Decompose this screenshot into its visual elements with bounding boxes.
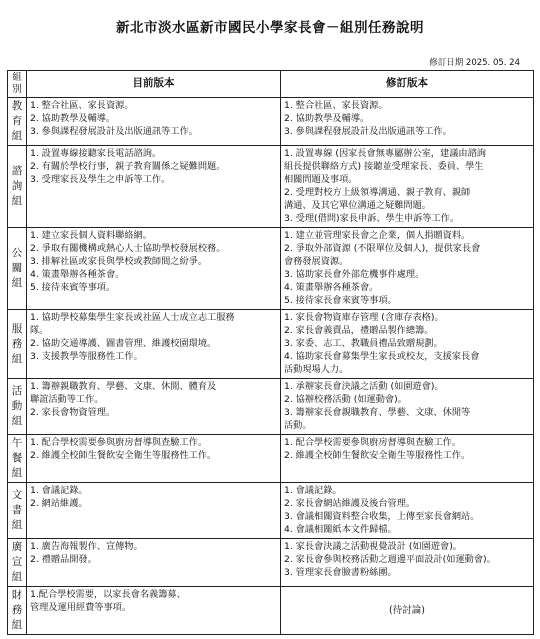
- group-name-char: 組: [11, 415, 23, 427]
- group-name-char: 組: [11, 619, 23, 631]
- group-name-char: 組: [11, 277, 23, 289]
- table-row: [8, 146, 534, 228]
- group-name-char: 宣: [11, 556, 23, 568]
- group-name-char: 組: [11, 352, 23, 365]
- task-line: 2. 受理對校方上級領導溝通、親子教育、親師: [284, 187, 471, 198]
- original-tasks-cell: [27, 146, 281, 228]
- original-version-header: 目前版本: [27, 71, 281, 98]
- table-header-row: [8, 71, 534, 98]
- group-header-char: 組: [12, 72, 22, 83]
- group-name-char: 午: [11, 437, 23, 449]
- task-line: 2. 有關於學校行事，親子教育關係之疑難問題。: [30, 161, 226, 172]
- task-line: 1. 承辦家長會決議之活動 (如園遊會)。: [284, 381, 444, 392]
- task-line: 1. 設置專線 (因家長會無專屬辦公室，建議由諮詢: [284, 148, 486, 159]
- table-row: [8, 539, 534, 587]
- original-tasks-cell: [27, 587, 281, 635]
- original-tasks-cell: [27, 379, 281, 435]
- task-line: 2. 協助交通導護、圖書管理、維護校園環境。: [30, 338, 217, 349]
- group-name-cell: [8, 483, 27, 539]
- revised-tasks-cell: [281, 310, 534, 379]
- table-row: [8, 435, 534, 483]
- task-line: 1. 廣告海報製作、宣傳物。: [30, 541, 143, 552]
- task-line: 組長提供聯絡方式) 接聽並受理家長、委員、學生: [284, 161, 484, 172]
- group-name-char: 餐: [11, 452, 23, 464]
- group-name-char: 動: [11, 400, 23, 412]
- group-name-char: 組: [11, 519, 23, 531]
- task-line: 2. 協辦校務活動 (如運動會)。: [284, 394, 407, 405]
- group-name-cell: [8, 539, 27, 587]
- table-row: [8, 483, 534, 539]
- task-line: 4. 策畫舉辦各種茶會。: [30, 269, 125, 280]
- group-header-char: 別: [12, 84, 22, 95]
- group-name-cell: [8, 98, 27, 146]
- task-line: 3. 協助家長會外部危機事件處理。: [284, 269, 425, 280]
- pending-note: (待討論): [281, 587, 534, 635]
- task-line: 1. 建立並管理家長會之企業，個人捐贈資料。: [284, 230, 471, 241]
- task-line: 1. 整合社區、家長資源。: [284, 100, 388, 111]
- task-line: 1. 整合社區、家長資源。: [30, 100, 134, 111]
- group-name-cell: [8, 587, 27, 635]
- task-line: 4. 策畫舉辦各種茶會。: [284, 282, 379, 293]
- revised-tasks-cell: [281, 146, 534, 228]
- group-header: [8, 71, 27, 98]
- task-line: 1. 籌辦親職教育、學藝、文康、休閒、體育及: [30, 381, 217, 392]
- task-line: 隊。: [30, 325, 49, 336]
- group-name-char: 活: [11, 385, 23, 397]
- table-row: [8, 98, 534, 146]
- group-name-char: 務: [11, 337, 23, 350]
- task-line: 活動。: [284, 420, 312, 431]
- group-name-char: 組: [11, 130, 23, 142]
- table-row: [8, 310, 534, 379]
- group-name-char: 組: [11, 571, 23, 583]
- task-line: 1. 協助學校募集學生家長或社區人士成立志工服務: [30, 312, 235, 323]
- group-name-char: 公: [11, 247, 23, 259]
- task-line: 1. 建立家長個人資料聯絡網。: [30, 230, 152, 241]
- revised-tasks-cell: [281, 379, 534, 435]
- task-line: 2. 爭取外部資源 (不限單位及個人)，提供家長會: [284, 243, 481, 254]
- task-line: 3. 家委、志工、教職員禮品致贈規劃。: [284, 338, 443, 349]
- group-name-char: 文: [11, 489, 23, 501]
- group-name-char: 財: [11, 589, 23, 601]
- original-tasks-cell: [27, 539, 281, 587]
- task-line: 3. 籌辦家長會親職教育、學藝、文康、休閒等: [284, 407, 471, 418]
- task-line: 1. 家長會決議之活動視覺設計 (如園遊會)。: [284, 541, 462, 552]
- original-tasks-cell: [27, 483, 281, 539]
- task-line: 3. 會議相關資料整合收集，上傳至家長會網站。: [284, 511, 480, 522]
- original-tasks-cell: [27, 228, 281, 310]
- task-line: 3. 支援教學等服務性工作。: [30, 351, 143, 362]
- task-line: 2. 協助教學及輔導。: [284, 113, 370, 124]
- task-line: 1. 會議記錄。: [30, 485, 88, 496]
- group-name-char: 書: [11, 504, 23, 516]
- group-name-char: 諮: [11, 165, 23, 177]
- revised-tasks-cell: [281, 228, 534, 310]
- revised-tasks-cell: [281, 483, 534, 539]
- task-line: 3. 參與課程發展設計及出版通訊等工作。: [284, 126, 452, 137]
- task-line: 2. 維護全校師生餐飲安全衛生等服務性工作。: [30, 450, 217, 461]
- group-name-char: 關: [11, 262, 23, 274]
- revised-tasks-cell: [281, 539, 534, 587]
- group-name-cell: [8, 146, 27, 228]
- group-name-char: 務: [11, 604, 23, 616]
- task-line: 5. 接待來賓等事項。: [30, 282, 116, 293]
- revised-version-header: 修訂版本: [281, 71, 534, 98]
- task-line: 會務發展資源。: [284, 256, 349, 267]
- table-row: [8, 587, 534, 635]
- group-name-char: 組: [11, 195, 23, 207]
- task-line: 2. 家長會義賣品，禮贈品製作總籌。: [284, 325, 434, 336]
- task-line: 1. 配合學校需要參與廚房督導與查驗工作。: [284, 437, 462, 448]
- group-name-char: 組: [11, 467, 23, 479]
- group-name-cell: [8, 228, 27, 310]
- task-line: 2. 家長會參與校務活動之週邊平面設計(如運動會)。: [284, 554, 496, 565]
- task-line: 2. 維護全校師生餐飲安全衛生等服務性工作。: [284, 450, 471, 461]
- original-tasks-cell: [27, 435, 281, 483]
- task-line: 1. 家長會物資庫存管理 (含庫存表格)。: [284, 312, 444, 323]
- task-line: 1.配合學校需要，以家長會名義籌募、: [30, 589, 186, 600]
- task-line: 2. 禮贈品開發。: [30, 554, 97, 565]
- task-line: 管理及運用經費等事項。: [30, 602, 132, 613]
- task-line: 2. 網站維護。: [30, 498, 88, 509]
- task-line: 相關問題及事項。: [284, 174, 358, 185]
- task-line: 溝通、及其它單位溝通之疑難問題。: [284, 200, 431, 211]
- task-line: 活動現場人力。: [284, 364, 349, 375]
- task-line: 3. 參與課程發展設計及出版通訊等工作。: [30, 126, 198, 137]
- group-name-cell: [8, 310, 27, 379]
- task-line: 2. 協助教學及輔導。: [30, 113, 116, 124]
- task-line: 4. 協助家長會募集學生家長或校友，支援家長會: [284, 351, 480, 362]
- task-line: 3. 受理(借問)家長申訴、學生申訴等工作。: [284, 213, 460, 224]
- task-table: [7, 70, 534, 635]
- task-line: 聯誼活動等工作。: [30, 394, 104, 405]
- task-line: 5. 接待家長會來賓等事項。: [284, 295, 397, 306]
- group-name-cell: [8, 435, 27, 483]
- revision-date: 修訂日期 2025. 05. 24: [429, 58, 520, 68]
- revised-tasks-cell: [281, 98, 534, 146]
- group-name-char: 教: [11, 100, 23, 112]
- table-row: [8, 379, 534, 435]
- group-name-char: 育: [11, 115, 23, 127]
- task-line: 3. 管理家長會臉書粉絲團。: [284, 567, 397, 578]
- task-line: 1. 會議記錄。: [284, 485, 342, 496]
- task-line: 2. 爭取有關機構或熱心人士協助學校發展校務。: [30, 243, 226, 254]
- task-line: 1. 設置專線接聽家長電話諮詢。: [30, 148, 162, 159]
- task-line: 3. 受理家長及學生之申訴等工作。: [30, 174, 171, 185]
- group-name-cell: [8, 379, 27, 435]
- task-line: 3. 排解社區或家長與學校或教師間之紛爭。: [30, 256, 208, 267]
- task-line: 2. 家長會網站維護及後台管理。: [284, 498, 416, 509]
- original-tasks-cell: [27, 98, 281, 146]
- task-line: 1. 配合學校需要參與廚房督導與查驗工作。: [30, 437, 208, 448]
- table-row: [8, 228, 534, 310]
- task-line: 2. 家長會物資管理。: [30, 407, 116, 418]
- group-name-char: 詢: [11, 180, 23, 192]
- page-title: 新北市淡水區新市國民小學家長會－組別任務說明: [116, 20, 424, 36]
- original-tasks-cell: [27, 310, 281, 379]
- group-name-char: 服: [11, 322, 23, 335]
- group-name-char: 廣: [11, 541, 23, 553]
- revised-tasks-cell: [281, 435, 534, 483]
- task-line: 4. 會議相關紙本文件歸檔。: [284, 524, 397, 535]
